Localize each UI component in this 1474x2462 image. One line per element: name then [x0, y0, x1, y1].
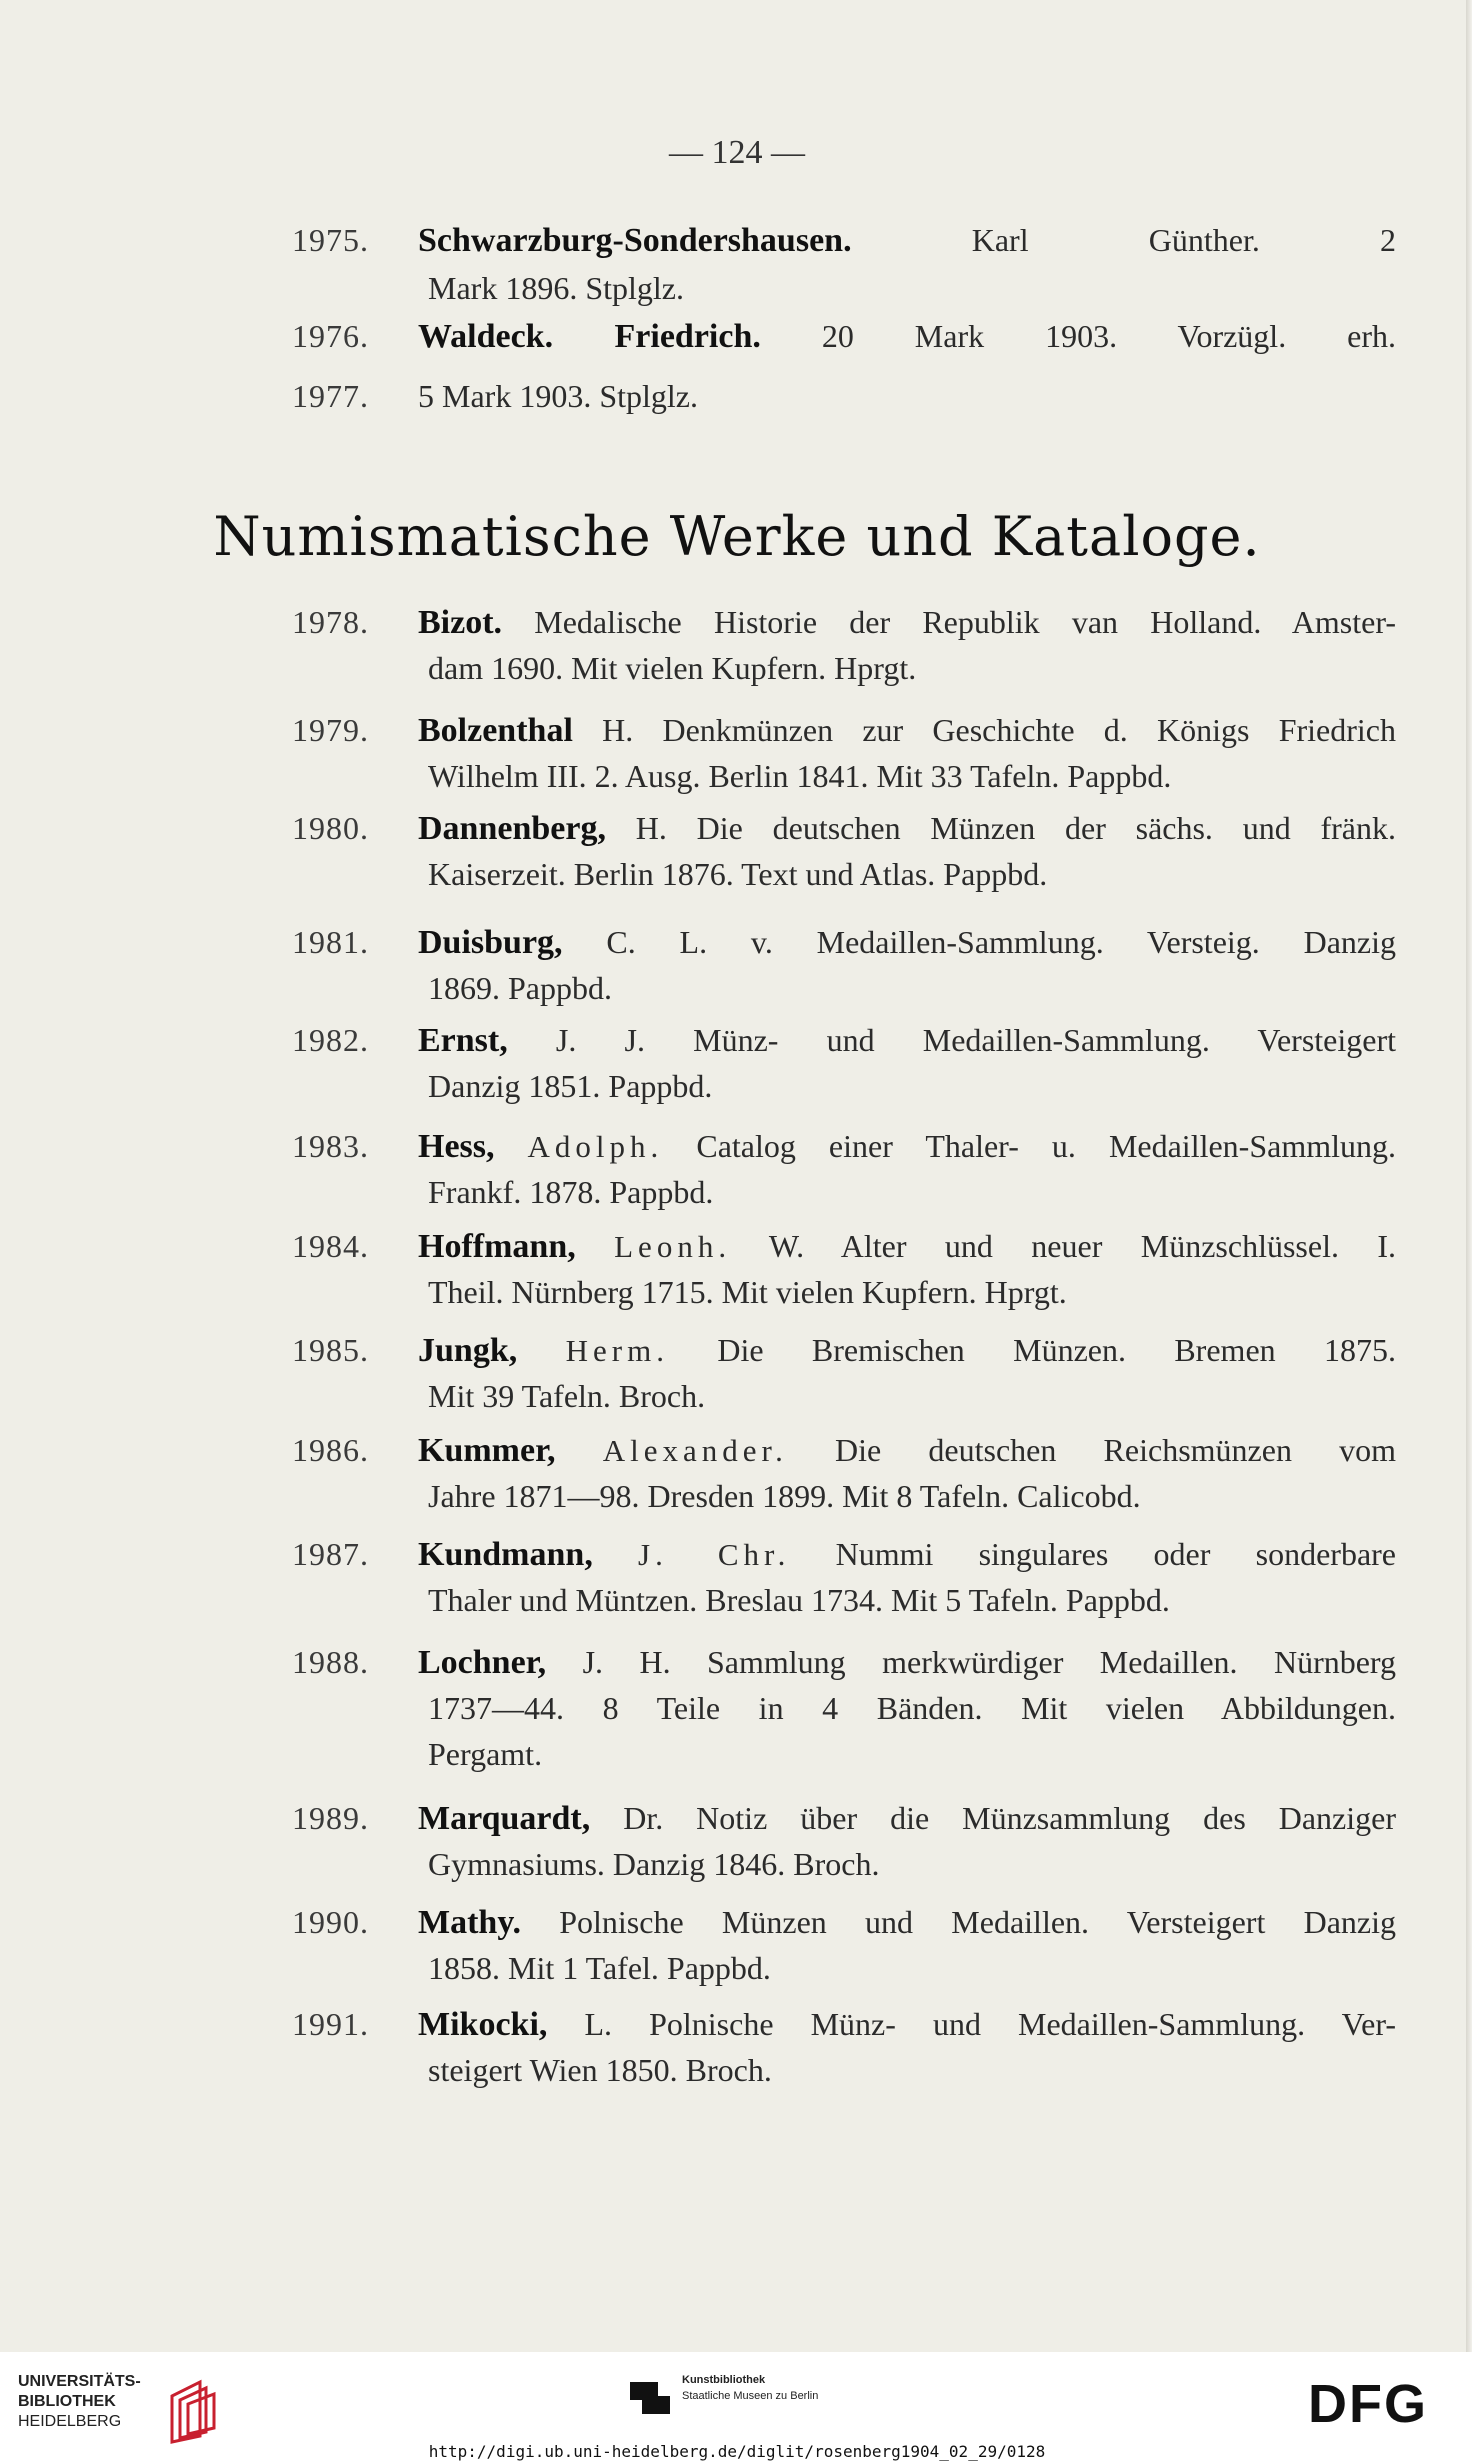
section-heading: Numismatische Werke und Kataloge. [213, 505, 1261, 568]
entry-author: Ernst, [418, 1022, 508, 1059]
entry-line [418, 810, 1396, 848]
entry-author: Kummer, [418, 1432, 556, 1469]
entry-text: 1858. Mit 1 Tafel. Pappbd. [428, 1950, 771, 1986]
entry-number: 1984. [292, 1228, 369, 1264]
entry-text: Thaler und Müntzen. Breslau 1734. Mit 5 Tafeln. Pappbd. [428, 1582, 1170, 1618]
entry-line [428, 1846, 1396, 1883]
entry-number: 1989. [292, 1800, 369, 1836]
entry-line [428, 1478, 1396, 1515]
entry-line [418, 1022, 1396, 1060]
entry-text: dam 1690. Mit vielen Kupfern. Hprgt. [428, 650, 917, 686]
entry-line [428, 1950, 1396, 1987]
entry-text: Wilhelm III. 2. Ausg. Berlin 1841. Mit 33 Tafeln. Pappbd. [428, 758, 1172, 794]
ub-line-2: BIBLIOTHEK [18, 2393, 116, 2410]
entry-number: 1991. [292, 2006, 369, 2042]
entry-line [428, 2052, 1396, 2089]
entry-first-name: J. Chr. [638, 1537, 791, 1572]
entry-author: Mathy. [418, 1904, 521, 1941]
entry-first-name: Adolph. [527, 1129, 664, 1164]
kunstbibliothek-logo[interactable] [628, 2372, 888, 2422]
entry-text: Polnische Münzen und Medaillen. Versteigert Danzig [559, 1904, 1397, 1940]
entry-line [418, 1904, 1396, 1942]
entry-first-name: Herm. [565, 1333, 669, 1368]
entry-number: 1981. [292, 924, 369, 960]
entry-line [428, 1174, 1396, 1211]
entry-line [418, 1332, 1396, 1370]
entry-text: 1737—44. 8 Teile in 4 Bänden. Mit vielen Abbildungen. [428, 1690, 1396, 1726]
entry-text: W. Alter und neuer Münzschlüssel. I. [768, 1228, 1397, 1264]
entry-number: 1986. [292, 1432, 369, 1468]
entry-text: Pergamt. [428, 1736, 543, 1772]
entry-text: Mit 39 Tafeln. Broch. [428, 1378, 706, 1414]
ub-line-3: HEIDELBERG [18, 2413, 122, 2430]
dfg-logo-text: DFG [1308, 2376, 1428, 2428]
entry-text: Frankf. 1878. Pappbd. [428, 1174, 714, 1210]
entry-text: Danzig 1851. Pappbd. [428, 1068, 713, 1104]
entry-text: Catalog einer Thaler- u. Medaillen-Sammlung. [696, 1128, 1397, 1164]
entry-text: J. J. Münz- und Medaillen-Sammlung. Versteigert [555, 1022, 1397, 1058]
entry-line [428, 1690, 1396, 1727]
entry-text: Theil. Nürnberg 1715. Mit vielen Kupfern. Hprgt. [428, 1274, 1067, 1310]
entry-text: Mark 1896. Stplglz. [428, 270, 684, 306]
entry-line [418, 1432, 1396, 1470]
entry-author: Bizot. [418, 604, 503, 641]
kb-line-2: Staatliche Museen zu Berlin [682, 2390, 819, 2402]
entry-line [428, 970, 1396, 1007]
entry-line [428, 1378, 1396, 1415]
entry-author: Hoffmann, [418, 1228, 576, 1265]
entry-line [428, 856, 1396, 893]
entry-line [428, 1582, 1396, 1619]
entry-text: Kaiserzeit. Berlin 1876. Text und Atlas. Pappbd. [428, 856, 1048, 892]
entry-text: steigert Wien 1850. Broch. [428, 2052, 772, 2088]
entry-author: Duisburg, [418, 924, 563, 961]
entry-text: Gymnasiums. Danzig 1846. Broch. [428, 1846, 880, 1882]
entry-line [418, 222, 1396, 260]
entry-number: 1977. [292, 378, 369, 414]
page-edge-shadow [1466, 0, 1472, 2352]
footer-permalink[interactable]: http://digi.ub.uni-heidelberg.de/diglit/rosenberg1904_02_29/0128 [428, 2442, 1046, 2461]
entry-line [418, 924, 1396, 962]
entry-text: 1869. Pappbd. [428, 970, 612, 1006]
entry-text: L. Polnische Münz- und Medaillen-Sammlung. Ver- [584, 2006, 1396, 2042]
entry-author: Lochner, [418, 1644, 547, 1681]
entry-text: Medalische Historie der Republik van Holland. Amster- [534, 604, 1396, 640]
ub-heidelberg-logo[interactable] [18, 2372, 208, 2452]
kb-line-1: Kunstbibliothek [682, 2374, 766, 2386]
entry-line [418, 318, 1396, 356]
entry-line [428, 758, 1396, 795]
entry-line [428, 1068, 1396, 1105]
entry-author: Kundmann, [418, 1536, 593, 1573]
entry-first-name: Alexander. [602, 1433, 788, 1468]
entry-text: Die Bremischen Münzen. Bremen 1875. [717, 1332, 1397, 1368]
entry-line [418, 604, 1396, 642]
entry-line [418, 2006, 1396, 2044]
dfg-logo[interactable] [1308, 2376, 1458, 2428]
ub-mark-icon [166, 2376, 222, 2446]
entry-text: J. H. Sammlung merkwürdiger Medaillen. Nürnberg [582, 1644, 1397, 1680]
entry-line [418, 1644, 1396, 1682]
entry-line [418, 712, 1396, 750]
entry-number: 1987. [292, 1536, 369, 1572]
entry-number: 1975. [292, 222, 369, 258]
entry-author: Schwarzburg-Sondershausen. [418, 222, 852, 259]
entry-number: 1978. [292, 604, 369, 640]
entry-text: 5 Mark 1903. Stplglz. [418, 378, 698, 414]
entry-line [418, 1536, 1396, 1574]
entry-line [428, 1736, 1396, 1773]
entry-text: H. Die deutschen Münzen der sächs. und fränk. [635, 810, 1397, 846]
entry-text: Die deutschen Reichsmünzen vom [835, 1432, 1396, 1468]
entry-line [418, 1128, 1396, 1166]
entry-first-name: Leonh. [614, 1229, 732, 1264]
ub-line-1: UNIVERSITÄTS- [18, 2373, 141, 2390]
entry-text: Jahre 1871—98. Dresden 1899. Mit 8 Tafeln. Calicobd. [428, 1478, 1141, 1514]
entry-author: Marquardt, [418, 1800, 591, 1837]
entry-line [418, 1228, 1396, 1266]
entry-text: Karl Günther. 2 [971, 222, 1396, 258]
entry-text: Nummi singulares oder sonderbare [835, 1536, 1397, 1572]
entry-line [428, 270, 1396, 307]
entry-number: 1979. [292, 712, 369, 748]
entry-number: 1990. [292, 1904, 369, 1940]
entry-author: Bolzenthal [418, 712, 573, 749]
entry-line [418, 378, 1396, 415]
entry-text: Dr. Notiz über die Münzsammlung des Danziger [623, 1800, 1397, 1836]
entry-author: Jungk, [418, 1332, 518, 1369]
page-number: — 124 — [669, 134, 805, 171]
entry-text: C. L. v. Medaillen-Sammlung. Versteig. Danzig [606, 924, 1396, 960]
ub-logo-text [18, 2372, 141, 2432]
footer [0, 2352, 1474, 2462]
entry-number: 1983. [292, 1128, 369, 1164]
kb-logo-text [682, 2372, 818, 2404]
entry-author: Hess, [418, 1128, 495, 1165]
entry-author: Waldeck. Friedrich. [418, 318, 761, 355]
entry-text: 20 Mark 1903. Vorzügl. erh. [821, 318, 1397, 354]
entry-line [428, 650, 1396, 687]
entry-line [428, 1274, 1396, 1311]
entry-author: Dannenberg, [418, 810, 606, 847]
entry-number: 1985. [292, 1332, 369, 1368]
entry-number: 1980. [292, 810, 369, 846]
entry-number: 1982. [292, 1022, 369, 1058]
entry-author: Mikocki, [418, 2006, 548, 2043]
kunstbibliothek-mark-icon [628, 2376, 672, 2416]
entry-number: 1976. [292, 318, 369, 354]
entry-number: 1988. [292, 1644, 369, 1680]
entry-line [418, 1800, 1396, 1838]
entry-text: H. Denkmünzen zur Geschichte d. Königs Friedrich [602, 712, 1397, 748]
